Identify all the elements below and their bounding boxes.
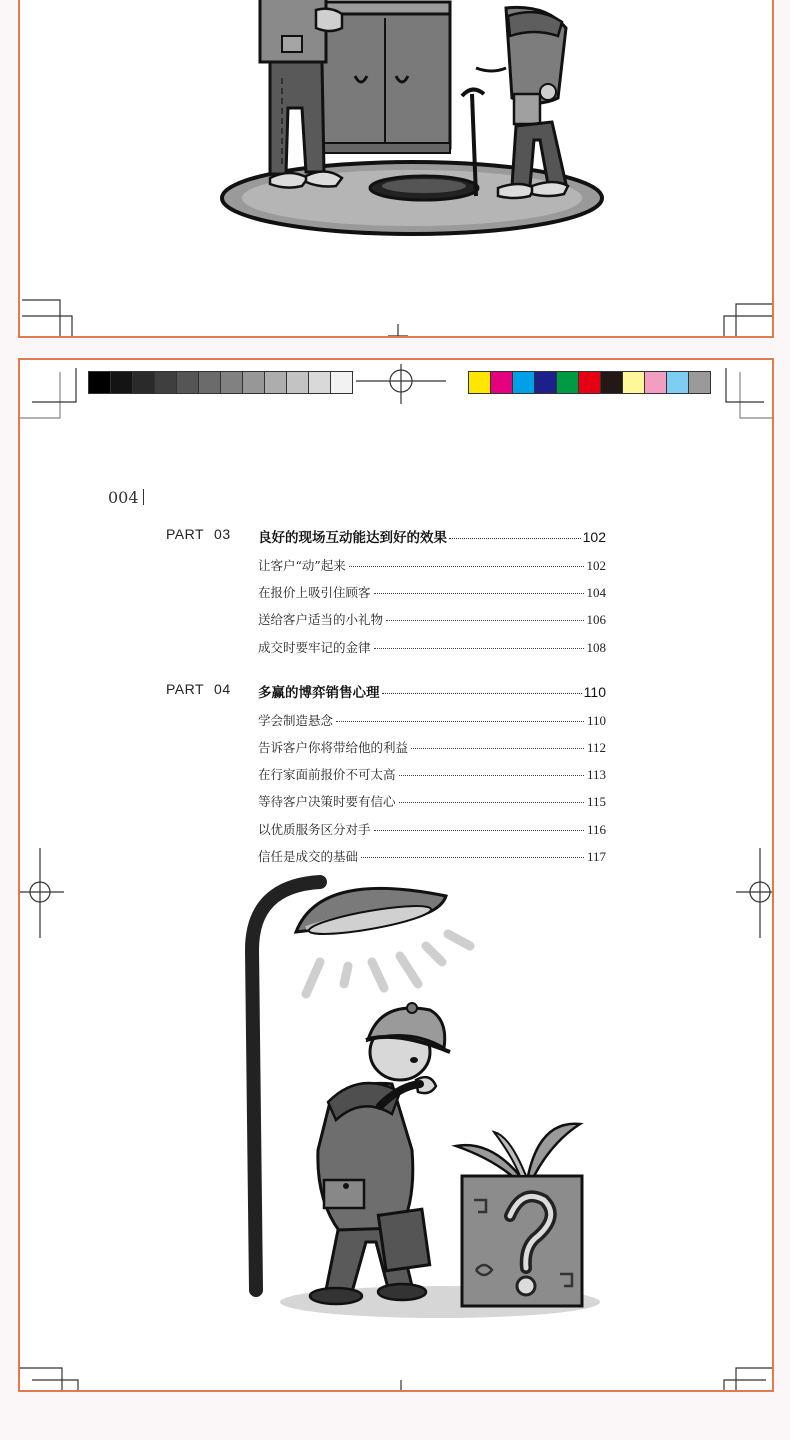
process-color-bar [468, 371, 710, 394]
part-page-number: 102 [582, 529, 606, 545]
item-page-number: 106 [586, 612, 606, 628]
leader-dots [399, 802, 584, 803]
gray-swatch [110, 371, 133, 394]
item-page-number: 108 [586, 639, 606, 655]
gray-swatch [308, 371, 331, 394]
gray-swatch [198, 371, 221, 394]
leader-dots [411, 748, 584, 749]
leader-dots [382, 693, 582, 694]
item-page-number: 117 [586, 848, 606, 864]
color-swatch [578, 371, 601, 394]
grayscale-color-bar [88, 371, 352, 394]
leader-dots [374, 648, 584, 649]
item-page-number: 112 [586, 739, 606, 755]
item-page-number: 116 [586, 821, 606, 837]
gray-swatch [154, 371, 177, 394]
item-page-number: 115 [586, 794, 606, 810]
toc-item[interactable] [258, 583, 606, 610]
toc-item[interactable] [258, 610, 606, 637]
top-page [18, 0, 774, 338]
part-number: 03 [214, 526, 231, 542]
page-number: 004 [108, 488, 144, 507]
color-swatch [468, 371, 491, 394]
color-swatch [622, 371, 645, 394]
leader-dots [374, 830, 584, 831]
part-label: PART [166, 680, 205, 697]
part-page-number: 110 [583, 683, 606, 700]
item-title: 在行家面前报价不可太高 [258, 767, 396, 783]
color-swatch [688, 371, 711, 394]
gray-swatch [176, 371, 199, 394]
color-swatch [512, 371, 535, 394]
leader-dots [374, 593, 584, 594]
toc-item[interactable] [258, 638, 606, 665]
leader-dots [399, 775, 584, 776]
item-title: 学会制造悬念 [258, 712, 334, 728]
item-page-number: 113 [586, 767, 606, 783]
color-swatch [534, 371, 557, 394]
leader-dots [349, 566, 584, 567]
toc-item[interactable] [258, 820, 606, 847]
color-swatch [556, 371, 579, 394]
item-page-number: 102 [586, 558, 606, 573]
gray-swatch [330, 371, 353, 394]
part-title: 良好的现场互动能达到好的效果 [258, 530, 447, 546]
color-swatch [666, 371, 689, 394]
toc-part [166, 522, 606, 665]
item-title: 送给客户适当的小礼物 [258, 612, 384, 628]
table-of-contents [166, 522, 606, 886]
item-title: 以优质服务区分对手 [258, 821, 371, 837]
toc-item[interactable] [258, 765, 606, 792]
toc-item[interactable] [258, 792, 606, 819]
leader-dots [449, 538, 581, 539]
part-number: 04 [214, 680, 231, 697]
item-title: 信任是成交的基础 [258, 848, 359, 864]
bottom-page [18, 358, 774, 1392]
gray-swatch [220, 371, 243, 394]
toc-part-header[interactable] [166, 677, 606, 705]
leader-dots [386, 620, 583, 621]
part-title: 多赢的博弈销售心理 [258, 684, 380, 701]
detective-streetlamp-illustration [20, 870, 774, 1350]
toc-part-header[interactable] [166, 522, 606, 550]
toc-part [166, 677, 606, 874]
two-elderly-men-illustration [20, 0, 774, 338]
item-title: 等待客户决策时要有信心 [258, 794, 396, 810]
color-swatch [600, 371, 623, 394]
gray-swatch [286, 371, 309, 394]
leader-dots [336, 721, 584, 722]
part-label: PART [166, 526, 205, 542]
toc-item-list [258, 711, 606, 874]
gray-swatch [132, 371, 155, 394]
toc-item[interactable] [258, 738, 606, 765]
item-page-number: 110 [586, 712, 606, 728]
gray-swatch [264, 371, 287, 394]
item-title: 告诉客户你将带给他的利益 [258, 739, 409, 755]
item-title: 在报价上吸引住顾客 [258, 585, 371, 601]
color-swatch [644, 371, 667, 394]
item-title: 让客户“动”起来 [258, 558, 346, 573]
toc-item[interactable] [258, 711, 606, 738]
gray-swatch [242, 371, 265, 394]
color-swatch [490, 371, 513, 394]
item-title: 成交时要牢记的金律 [258, 639, 371, 655]
leader-dots [361, 857, 584, 858]
toc-item[interactable] [258, 556, 606, 583]
toc-item-list [258, 556, 606, 665]
item-page-number: 104 [586, 585, 606, 601]
gray-swatch [88, 371, 111, 394]
